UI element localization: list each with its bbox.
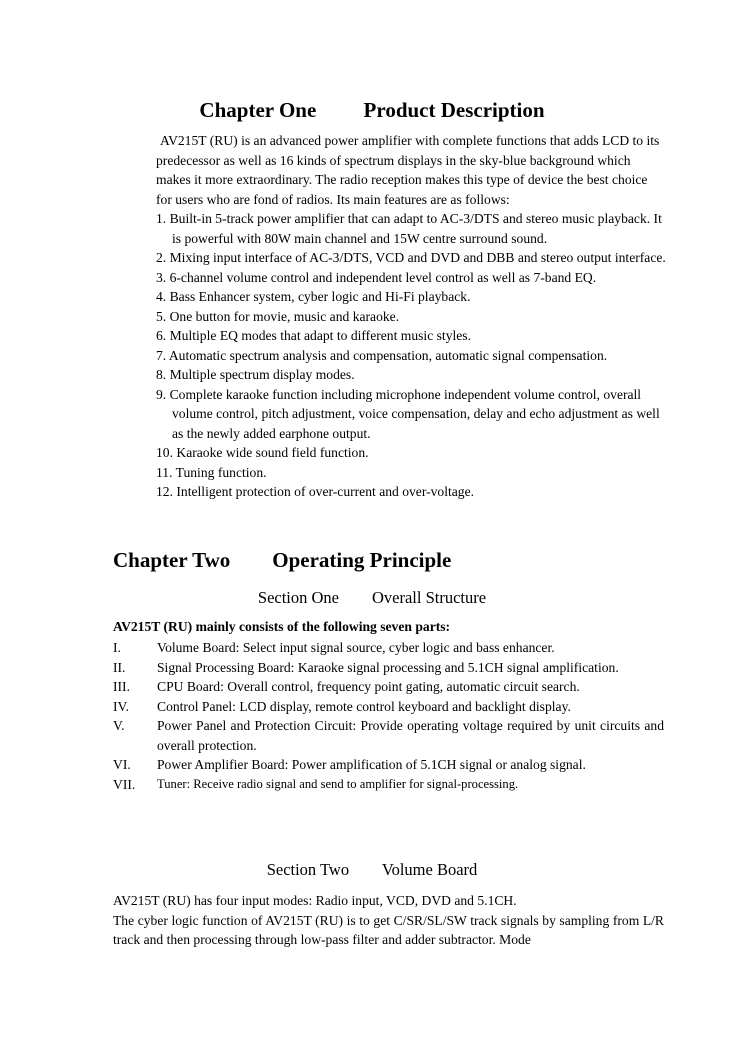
intro-paragraph: AV215T (RU) is an advanced power amplifier with complete functions that adds LCD to its predecessor as well as 16 kinds of spectrum displays in the sky-blue background which makes it more extraordinary. The radio reception makes this type of device the best choice for users who are fond of radios. Its main features are as follows: [156,133,660,207]
section-two-paragraph-1: AV215T (RU) has four input modes: Radio input, VCD, DVD and 5.1CH. [113,893,517,908]
feature-item: 3. 6-channel volume control and independent level control as well as 7-band EQ. [156,269,597,285]
part-text: CPU Board: Overall control, frequency point gating, automatic circuit search. [157,679,580,694]
part-number: VII. [113,776,136,792]
feature-item: 4. Bass Enhancer system, cyber logic and Hi-Fi playback. [156,289,471,304]
feature-item: 12. Intelligent protection of over-current and over-voltage. [156,484,475,499]
feature-list [156,209,666,502]
feature-item: 8. Multiple spectrum display modes. [156,367,355,382]
part-text: Control Panel: LCD display, remote control keyboard and backlight display. [157,698,571,714]
part-item [113,697,664,717]
part-number: II. [113,659,126,675]
chapter-one-heading [0,98,744,123]
part-item [113,755,664,775]
section-two-title: Volume Board [381,860,478,879]
part-number: IV. [113,698,129,714]
parts-intro: AV215T (RU) mainly consists of the following seven parts: [113,619,451,634]
feature-item: 7. Automatic spectrum analysis and compensation, automatic signal compensation. [156,347,608,363]
feature-item: 5. One button for movie, music and karaoke. [156,308,400,324]
section-two-heading [0,860,744,880]
part-item [113,638,664,658]
part-number: I. [113,640,121,655]
section-two-paragraph-2: The cyber logic function of AV215T (RU) is to get C/SR/SL/SW track signals by sampling from L/R track and then processing through low-pass filter and adder subtractor. Mode [113,912,664,947]
feature-item: 2. Mixing input interface of AC-3/DTS, VCD and DVD and DBB and stereo output interface. [156,250,666,265]
feature-item: 11. Tuning function. [156,464,267,480]
parts-list [113,638,664,794]
part-item [113,658,664,678]
part-text: Power Panel and Protection Circuit: Provide operating voltage required by unit circuits and overall protection. [157,718,664,753]
part-number: VI. [113,757,131,772]
feature-item: 6. Multiple EQ modes that adapt to different music styles. [156,328,471,343]
part-item [113,775,664,795]
section-two-body [113,891,664,950]
section-two-number: Section Two [266,860,350,879]
part-item [113,677,664,697]
chapter-two-number: Chapter Two [113,548,231,572]
section-one-heading [0,588,744,608]
part-number: V. [113,718,125,733]
chapter-two-heading [113,548,451,573]
part-text: Power Amplifier Board: Power amplification of 5.1CH signal or analog signal. [157,757,586,772]
chapter-one-body [156,131,666,502]
section-one-title: Overall Structure [372,588,487,607]
part-number: III. [113,679,130,694]
feature-item: 10. Karaoke wide sound field function. [156,445,369,460]
part-text: Volume Board: Select input signal source, cyber logic and bass enhancer. [157,640,555,655]
part-item [113,716,664,755]
chapter-two-title: Operating Principle [272,548,452,572]
chapter-one-number: Chapter One [199,98,317,122]
section-one-number: Section One [257,588,339,607]
feature-item: 1. Built-in 5-track power amplifier that can adapt to AC-3/DTS and stereo music playback. It is powerful with 80W main channel and 15W centre surround sound. [156,211,662,246]
chapter-one-title: Product Description [363,98,545,122]
feature-item: 9. Complete karaoke function including microphone independent volume control, overall volume control, pitch adjustment, voice compensation, delay and echo adjustment as well as the newly added earphone output. [156,386,660,441]
part-text: Tuner: Receive radio signal and send to amplifier for signal-processing. [157,776,519,791]
part-text: Signal Processing Board: Karaoke signal processing and 5.1CH signal amplification. [157,659,619,675]
